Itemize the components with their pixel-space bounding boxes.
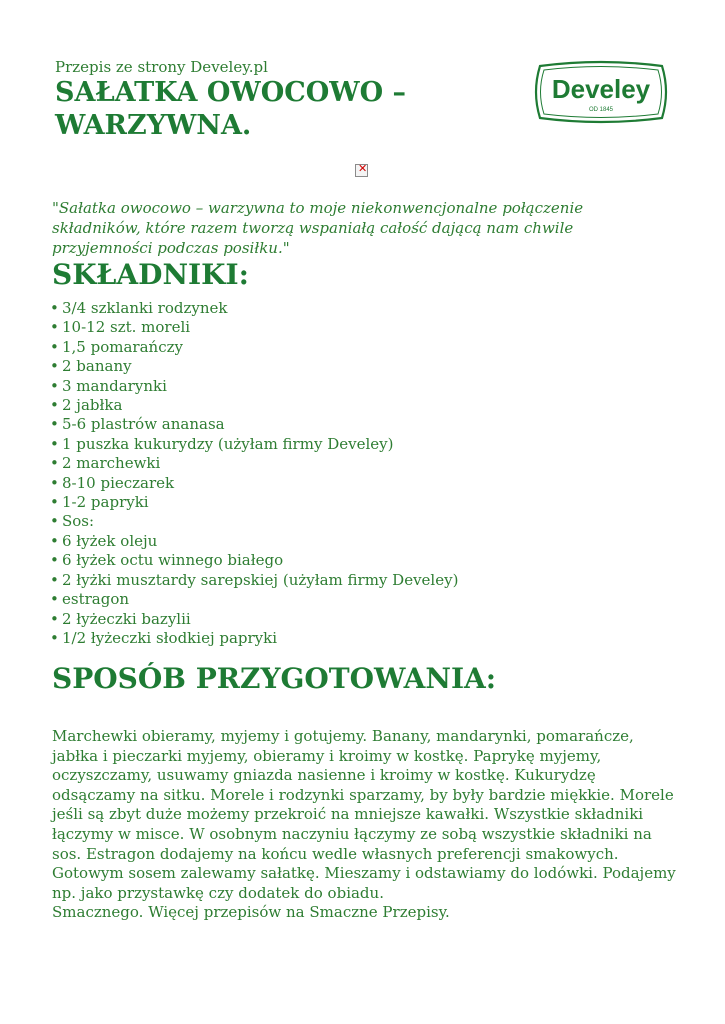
- ingredients-list: [50, 299, 458, 648]
- list-item: • 5-6 plastrów ananasa: [50, 415, 458, 434]
- list-item: • 3/4 szklanki rodzynek: [50, 299, 458, 318]
- logo-tagline: OD 1845: [588, 107, 614, 113]
- page-title: SAŁATKA OWOCOWO – WARZYWNA.: [55, 77, 407, 141]
- method-heading: SPOSÓB PRZYGOTOWANIA:: [52, 662, 497, 695]
- closing-text: Smacznego. Więcej przepisów na Smaczne Przepisy.: [52, 903, 450, 921]
- intro-quote: "Sałatka owocowo – warzywna to moje niekonwencjonalne połączenie składników, które razem tworzą wspaniałą całość dającą nam chwile przyjemności podczas posiłku.": [52, 199, 584, 257]
- list-item: • 2 jabłka: [50, 396, 458, 415]
- method-text: Marchewki obieramy, myjemy i gotujemy. Banany, mandarynki, pomarańcze, jabłka i pieczarki myjemy, obieramy i kroimy w kostkę. Paprykę myjemy, oczyszczamy, usuwamy gniazda nasienne i kroimy w kostkę. Kukurydzę odsączamy na sitku. Morele i rodzynki sparzamy, by były bardzie miękkie. Morele jeśli są zbyt duże możemy przekroić na mniejsze kawałki. Wszystkie składniki łączymy w misce. W osobnym naczyniu łączymy ze sobą wszystkie składniki na sos. Estragon dodajemy na końcu wedle własnych preferencji smakowych. Gotowym sosem zalewamy sałatkę. Mieszamy i odstawiamy do lodówki. Podajemy np. jako przystawkę czy dodatek do obiadu.: [52, 727, 676, 902]
- list-item: • 1-2 papryki: [50, 493, 458, 512]
- list-item: • 1/2 łyżeczki słodkiej papryki: [50, 629, 458, 648]
- list-item: • 1 puszka kukurydzy (użyłam firmy Develey): [50, 435, 458, 454]
- source-line: Przepis ze strony Develey.pl: [55, 58, 268, 76]
- ingredients-heading: SKŁADNIKI:: [52, 258, 249, 291]
- list-item: • 2 marchewki: [50, 454, 458, 473]
- list-item: • Sos:: [50, 512, 458, 531]
- list-item: • 8-10 pieczarek: [50, 474, 458, 493]
- list-item: • 10-12 szt. moreli: [50, 318, 458, 337]
- list-item: • 2 banany: [50, 357, 458, 376]
- logo-brand: Develey: [551, 74, 651, 104]
- list-item: • 3 mandarynki: [50, 377, 458, 396]
- list-item: • 6 łyżek oleju: [50, 532, 458, 551]
- list-item: • 6 łyżek octu winnego białego: [50, 551, 458, 570]
- broken-image-icon: ✕: [355, 164, 368, 177]
- list-item: • 2 łyżeczki bazylii: [50, 610, 458, 629]
- list-item: • estragon: [50, 590, 458, 609]
- list-item: • 1,5 pomarańczy: [50, 338, 458, 357]
- develey-logo: [532, 60, 670, 124]
- list-item: • 2 łyżki musztardy sarepskiej (użyłam firmy Develey): [50, 571, 458, 590]
